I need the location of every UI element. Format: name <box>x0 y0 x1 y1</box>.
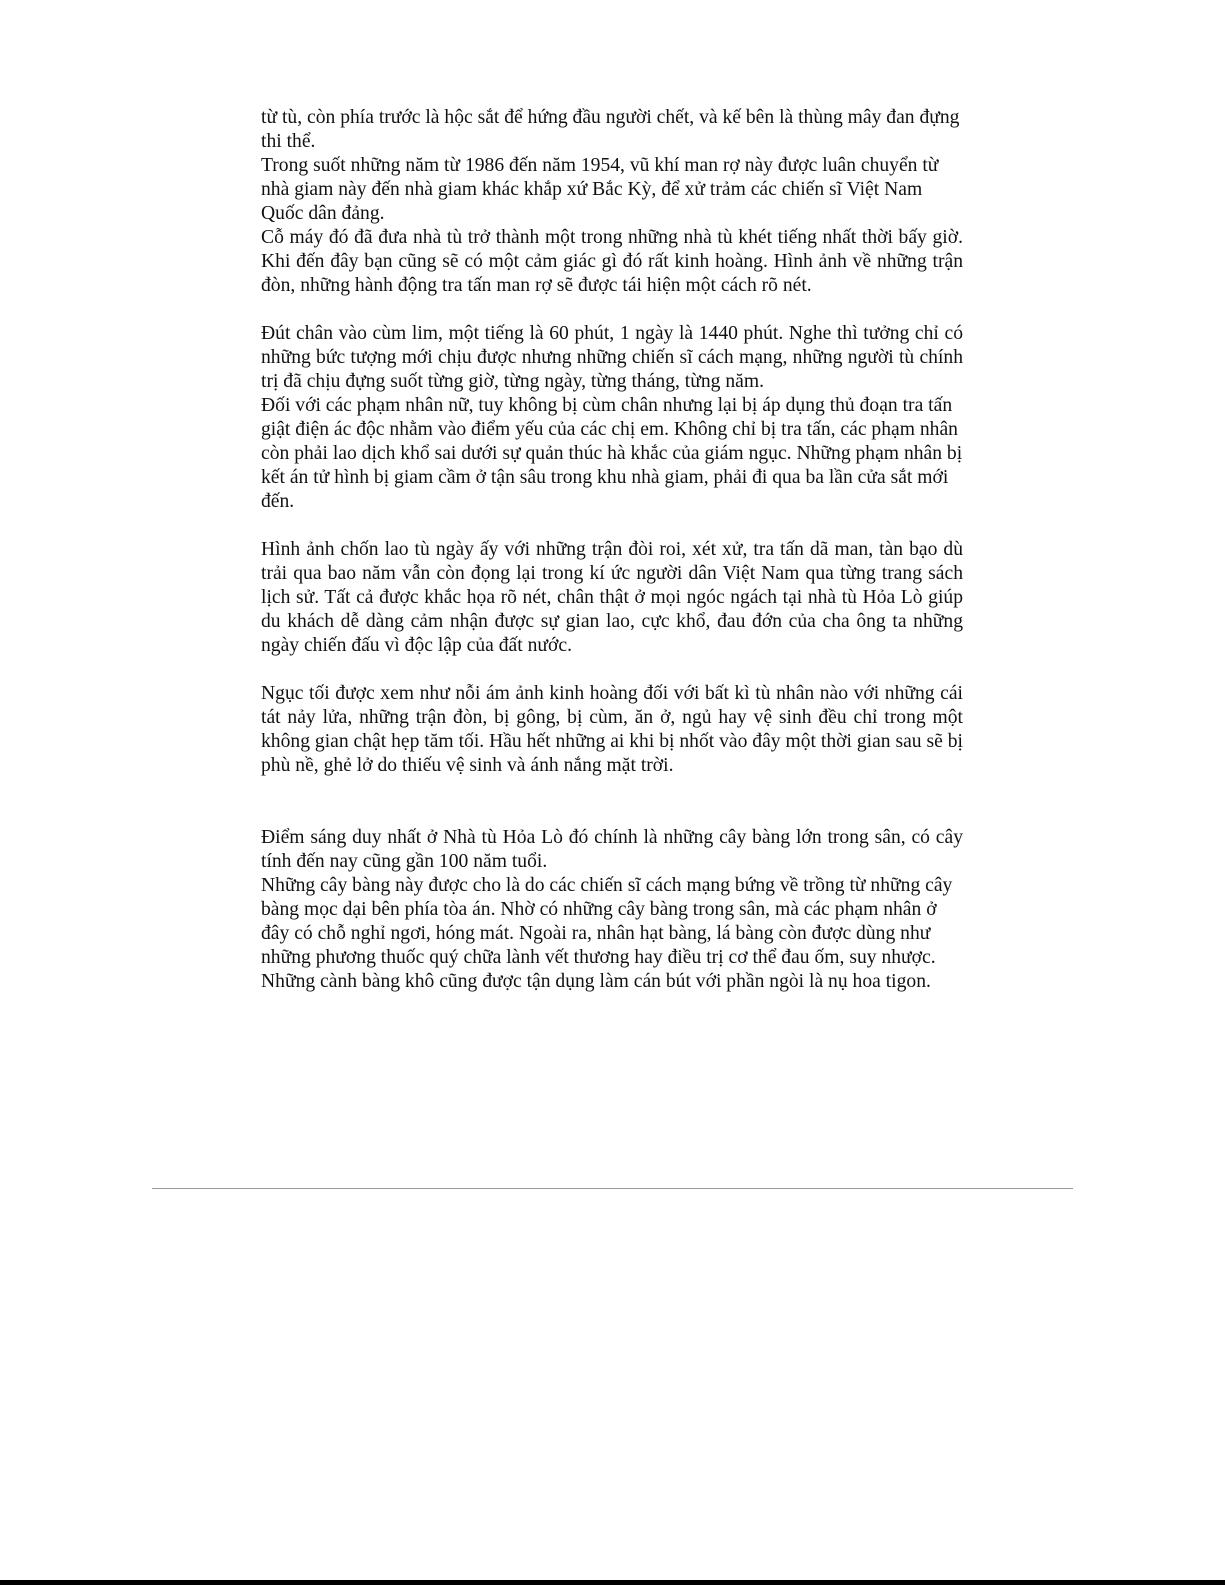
paragraph-memory: Hình ảnh chốn lao tù ngày ấy với những trận đòi roi, xét xử, tra tấn dã man, tàn bạo dù trải qua bao năm vẫn còn đọng lại trong kí ức người dân Việt Nam qua từng trang sách lịch sử. Tất cả được khắc họa rõ nét, chân thật ở mọi ngóc ngách tại nhà tù Hỏa Lò giúp du khách dễ dàng cảm nhận được sự gian lao, cực khổ, đau đớn của cha ông ta những ngày chiến đấu vì độc lập của đất nước. <box>261 539 963 656</box>
page-divider <box>152 1188 1073 1189</box>
paragraph-banyan-trees: Điểm sáng duy nhất ở Nhà tù Hỏa Lò đó chính là những cây bàng lớn trong sân, có cây tính đến nay cũng gần 100 năm tuổi. <box>261 827 963 872</box>
paragraph-notorious-prison: Cỗ máy đó đã đưa nhà tù trở thành một trong những nhà tù khét tiếng nhất thời bấy giờ. Khi đến đây bạn cũng sẽ có một cảm giác gì đó rất kinh hoàng. Hình ảnh về những trận đòn, những hành động tra tấn man rợ sẽ được tái hiện một cách rõ nét. <box>261 227 963 296</box>
paragraph-guillotine-history: Trong suốt những năm từ 1986 đến năm 1954, vũ khí man rợ này được luân chuyển từ nhà giam này đến nhà giam khác khắp xứ Bắc Kỳ, để xử trảm các chiến sĩ Việt Nam Quốc dân đảng. <box>261 155 939 224</box>
document-body <box>261 106 963 994</box>
paragraph-female-prisoners: Đối với các phạm nhân nữ, tuy không bị cùm chân nhưng lại bị áp dụng thủ đoạn tra tấn giật điện ác độc nhằm vào điểm yếu của các chị em. Không chỉ bị tra tấn, các phạm nhân còn phải lao dịch khổ sai dưới sự quản thúc hà khắc của giám ngục. Những phạm nhân bị kết án tử hình bị giam cầm ở tận sâu trong khu nhà giam, phải đi qua ba lần cửa sắt mới đến. <box>261 395 963 512</box>
paragraph-guillotine-intro: từ tù, còn phía trước là hộc sắt để hứng đầu người chết, và kế bên là thùng mây đan đựng thi thể. <box>261 107 960 152</box>
bottom-edge-bar <box>0 1580 1225 1585</box>
paragraph-dark-cell: Ngục tối được xem như nỗi ám ảnh kinh hoàng đối với bất kì tù nhân nào với những cái tát nảy lửa, những trận đòn, bị gông, bị cùm, ăn ở, ngủ hay vệ sinh đều chỉ trong một không gian chật hẹp tăm tối. Hầu hết những ai khi bị nhốt vào đây một thời gian sau sẽ bị phù nề, ghẻ lở do thiếu vệ sinh và ánh nắng mặt trời. <box>261 683 963 776</box>
paragraph-banyan-uses: Những cây bàng này được cho là do các chiến sĩ cách mạng bứng về trồng từ những cây bàng mọc dại bên phía tòa án. Nhờ có những cây bàng trong sân, mà các phạm nhân ở đây có chỗ nghỉ ngơi, hóng mát. Ngoài ra, nhân hạt bàng, lá bàng còn được dùng như những phương thuốc quý chữa lành vết thương hay điều trị cơ thể đau ốm, suy nhược. Những cành bàng khô cũng được tận dụng làm cán bút với phần ngòi là nụ hoa tigon. <box>261 875 953 992</box>
paragraph-shackles: Đút chân vào cùm lim, một tiếng là 60 phút, 1 ngày là 1440 phút. Nghe thì tưởng chỉ có những bức tượng mới chịu được nhưng những chiến sĩ cách mạng, những người tù chính trị đã chịu đựng suốt từng giờ, từng ngày, từng tháng, từng năm. <box>261 323 963 392</box>
